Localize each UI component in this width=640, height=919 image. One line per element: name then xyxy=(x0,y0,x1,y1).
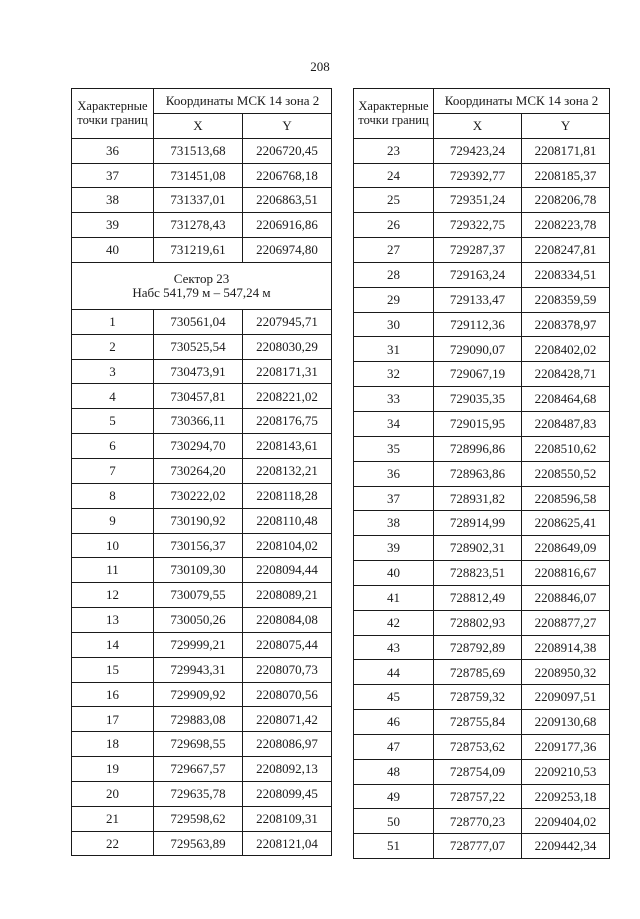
y-coordinate-cell: 2208625,41 xyxy=(522,511,610,536)
x-coordinate-cell: 731451,08 xyxy=(154,163,243,188)
point-number-cell: 33 xyxy=(354,387,434,412)
point-number-cell: 31 xyxy=(354,337,434,362)
point-number-cell: 35 xyxy=(354,436,434,461)
table-row xyxy=(354,213,610,238)
sector-title: Сектор 23 xyxy=(173,271,230,287)
table-row xyxy=(72,334,332,359)
point-number-cell: 36 xyxy=(72,138,154,163)
point-number-cell: 5 xyxy=(72,409,154,434)
x-coordinate-cell: 728996,86 xyxy=(434,436,522,461)
coords-header: Координаты МСК 14 зона 2 xyxy=(434,89,610,114)
x-coordinate-cell: 729351,24 xyxy=(434,188,522,213)
point-number-cell: 11 xyxy=(72,558,154,583)
table-row xyxy=(354,536,610,561)
point-number-cell: 6 xyxy=(72,434,154,459)
point-number-cell: 40 xyxy=(354,561,434,586)
y-coordinate-cell: 2208334,51 xyxy=(522,262,610,287)
table-row xyxy=(354,784,610,809)
table-row xyxy=(354,710,610,735)
y-coordinate-cell: 2206720,45 xyxy=(243,138,332,163)
y-header: Y xyxy=(243,113,332,138)
table-row xyxy=(72,657,332,682)
y-coordinate-cell: 2208118,28 xyxy=(243,483,332,508)
point-number-cell: 3 xyxy=(72,359,154,384)
point-number-cell: 50 xyxy=(354,809,434,834)
point-number-cell: 37 xyxy=(72,163,154,188)
x-coordinate-cell: 729287,37 xyxy=(434,238,522,263)
x-coordinate-cell: 730079,55 xyxy=(154,583,243,608)
table-row xyxy=(72,608,332,633)
y-header: Y xyxy=(522,113,610,138)
y-coordinate-cell: 2208075,44 xyxy=(243,632,332,657)
point-number-cell: 15 xyxy=(72,657,154,682)
y-coordinate-cell: 2208099,45 xyxy=(243,781,332,806)
point-number-cell: 20 xyxy=(72,781,154,806)
x-coordinate-cell: 728802,93 xyxy=(434,610,522,635)
point-number-cell: 1 xyxy=(72,309,154,334)
x-coordinate-cell: 729015,95 xyxy=(434,411,522,436)
x-coordinate-cell: 728759,32 xyxy=(434,685,522,710)
point-number-cell: 21 xyxy=(72,806,154,831)
y-coordinate-cell: 2208510,62 xyxy=(522,436,610,461)
y-coordinate-cell: 2206974,80 xyxy=(243,238,332,263)
y-coordinate-cell: 2208402,02 xyxy=(522,337,610,362)
table-row xyxy=(354,188,610,213)
x-coordinate-cell: 729067,19 xyxy=(434,362,522,387)
y-coordinate-cell: 2208596,58 xyxy=(522,486,610,511)
table-row xyxy=(72,831,332,856)
x-coordinate-cell: 730473,91 xyxy=(154,359,243,384)
point-number-cell: 29 xyxy=(354,287,434,312)
table-row xyxy=(354,287,610,312)
point-number-cell: 17 xyxy=(72,707,154,732)
table-row xyxy=(354,734,610,759)
point-number-cell: 34 xyxy=(354,411,434,436)
table-row xyxy=(72,163,332,188)
x-coordinate-cell: 729090,07 xyxy=(434,337,522,362)
table-row xyxy=(354,809,610,834)
y-coordinate-cell: 2209210,53 xyxy=(522,759,610,784)
x-coordinate-cell: 729635,78 xyxy=(154,781,243,806)
y-coordinate-cell: 2208223,78 xyxy=(522,213,610,238)
y-coordinate-cell: 2208914,38 xyxy=(522,635,610,660)
y-coordinate-cell: 2209442,34 xyxy=(522,834,610,859)
sector-block xyxy=(72,262,332,309)
point-number-cell: 8 xyxy=(72,483,154,508)
point-number-cell: 18 xyxy=(72,732,154,757)
y-coordinate-cell: 2209097,51 xyxy=(522,685,610,710)
table-row xyxy=(72,781,332,806)
x-coordinate-cell: 728770,23 xyxy=(434,809,522,834)
y-coordinate-cell: 2206768,18 xyxy=(243,163,332,188)
y-coordinate-cell: 2208171,81 xyxy=(522,138,610,163)
table-row xyxy=(72,682,332,707)
y-coordinate-cell: 2208464,68 xyxy=(522,387,610,412)
point-number-cell: 22 xyxy=(72,831,154,856)
x-coordinate-cell: 729423,24 xyxy=(434,138,522,163)
x-coordinate-cell: 731337,01 xyxy=(154,188,243,213)
y-coordinate-cell: 2206916,86 xyxy=(243,213,332,238)
x-coordinate-cell: 729392,77 xyxy=(434,163,522,188)
y-coordinate-cell: 2208185,37 xyxy=(522,163,610,188)
x-coordinate-cell: 731219,61 xyxy=(154,238,243,263)
table-row xyxy=(354,362,610,387)
coordinates-table-right xyxy=(353,88,610,859)
point-number-cell: 41 xyxy=(354,585,434,610)
table-row xyxy=(72,533,332,558)
table-row xyxy=(354,436,610,461)
point-number-cell: 4 xyxy=(72,384,154,409)
x-coordinate-cell: 728785,69 xyxy=(434,660,522,685)
table-row xyxy=(354,610,610,635)
y-coordinate-cell: 2208846,07 xyxy=(522,585,610,610)
point-number-cell: 12 xyxy=(72,583,154,608)
point-number-cell: 27 xyxy=(354,238,434,263)
x-coordinate-cell: 729563,89 xyxy=(154,831,243,856)
table-row xyxy=(354,163,610,188)
y-coordinate-cell: 2209404,02 xyxy=(522,809,610,834)
table-body-left-b xyxy=(72,309,332,856)
table-row xyxy=(72,806,332,831)
point-number-cell: 14 xyxy=(72,632,154,657)
x-coordinate-cell: 728754,09 xyxy=(434,759,522,784)
coords-header: Координаты МСК 14 зона 2 xyxy=(154,89,332,114)
point-number-cell: 44 xyxy=(354,660,434,685)
point-number-cell: 47 xyxy=(354,734,434,759)
point-number-cell: 26 xyxy=(354,213,434,238)
x-coordinate-cell: 729943,31 xyxy=(154,657,243,682)
x-header: X xyxy=(434,113,522,138)
x-coordinate-cell: 728755,84 xyxy=(434,710,522,735)
y-coordinate-cell: 2208094,44 xyxy=(243,558,332,583)
y-coordinate-cell: 2208359,59 xyxy=(522,287,610,312)
point-number-cell: 30 xyxy=(354,312,434,337)
y-coordinate-cell: 2208816,67 xyxy=(522,561,610,586)
y-coordinate-cell: 2208084,08 xyxy=(243,608,332,633)
y-coordinate-cell: 2208092,13 xyxy=(243,757,332,782)
point-number-cell: 19 xyxy=(72,757,154,782)
x-coordinate-cell: 730222,02 xyxy=(154,483,243,508)
table-row xyxy=(354,238,610,263)
table-row xyxy=(72,213,332,238)
x-coordinate-cell: 729322,75 xyxy=(434,213,522,238)
point-number-cell: 45 xyxy=(354,685,434,710)
x-coordinate-cell: 730050,26 xyxy=(154,608,243,633)
sector-subtitle: Набс 541,79 м – 547,24 м xyxy=(132,284,271,300)
x-coordinate-cell: 730366,11 xyxy=(154,409,243,434)
x-coordinate-cell: 730190,92 xyxy=(154,508,243,533)
x-coordinate-cell: 730525,54 xyxy=(154,334,243,359)
point-number-cell: 42 xyxy=(354,610,434,635)
point-number-cell: 10 xyxy=(72,533,154,558)
point-number-cell: 46 xyxy=(354,710,434,735)
x-coordinate-cell: 729598,62 xyxy=(154,806,243,831)
y-coordinate-cell: 2209130,68 xyxy=(522,710,610,735)
table-row xyxy=(354,660,610,685)
table-row xyxy=(354,685,610,710)
table-row xyxy=(354,262,610,287)
point-number-cell: 16 xyxy=(72,682,154,707)
y-coordinate-cell: 2208206,78 xyxy=(522,188,610,213)
table-row xyxy=(72,359,332,384)
y-coordinate-cell: 2208110,48 xyxy=(243,508,332,533)
x-coordinate-cell: 728914,99 xyxy=(434,511,522,536)
point-number-cell: 9 xyxy=(72,508,154,533)
x-coordinate-cell: 730156,37 xyxy=(154,533,243,558)
y-coordinate-cell: 2208176,75 xyxy=(243,409,332,434)
table-row xyxy=(72,384,332,409)
x-coordinate-cell: 731513,68 xyxy=(154,138,243,163)
point-number-cell: 36 xyxy=(354,461,434,486)
y-coordinate-cell: 2208071,42 xyxy=(243,707,332,732)
x-coordinate-cell: 728902,31 xyxy=(434,536,522,561)
x-coordinate-cell: 729999,21 xyxy=(154,632,243,657)
table-row xyxy=(72,238,332,263)
y-coordinate-cell: 2208877,27 xyxy=(522,610,610,635)
table-row xyxy=(354,511,610,536)
table-row xyxy=(72,732,332,757)
y-coordinate-cell: 2208121,04 xyxy=(243,831,332,856)
x-coordinate-cell: 729667,57 xyxy=(154,757,243,782)
y-coordinate-cell: 2206863,51 xyxy=(243,188,332,213)
points-header: Характерные точки границ xyxy=(354,89,434,139)
table-row xyxy=(354,387,610,412)
point-number-cell: 43 xyxy=(354,635,434,660)
point-number-cell: 13 xyxy=(72,608,154,633)
point-number-cell: 38 xyxy=(354,511,434,536)
y-coordinate-cell: 2209253,18 xyxy=(522,784,610,809)
point-number-cell: 51 xyxy=(354,834,434,859)
x-coordinate-cell: 729133,47 xyxy=(434,287,522,312)
y-coordinate-cell: 2208143,61 xyxy=(243,434,332,459)
table-row xyxy=(354,585,610,610)
x-coordinate-cell: 731278,43 xyxy=(154,213,243,238)
sector-row xyxy=(72,262,332,309)
y-coordinate-cell: 2208104,02 xyxy=(243,533,332,558)
point-number-cell: 39 xyxy=(72,213,154,238)
table-row xyxy=(354,834,610,859)
x-coordinate-cell: 730294,70 xyxy=(154,434,243,459)
point-number-cell: 28 xyxy=(354,262,434,287)
coordinates-table-left xyxy=(71,88,332,856)
point-number-cell: 25 xyxy=(354,188,434,213)
y-coordinate-cell: 2208487,83 xyxy=(522,411,610,436)
y-coordinate-cell: 2208247,81 xyxy=(522,238,610,263)
table-row xyxy=(72,458,332,483)
y-coordinate-cell: 2208070,56 xyxy=(243,682,332,707)
table-row xyxy=(72,583,332,608)
table-row xyxy=(354,561,610,586)
x-coordinate-cell: 729698,55 xyxy=(154,732,243,757)
y-coordinate-cell: 2208086,97 xyxy=(243,732,332,757)
table-row xyxy=(72,409,332,434)
x-coordinate-cell: 730109,30 xyxy=(154,558,243,583)
y-coordinate-cell: 2208221,02 xyxy=(243,384,332,409)
x-coordinate-cell: 729883,08 xyxy=(154,707,243,732)
x-coordinate-cell: 729163,24 xyxy=(434,262,522,287)
table-row xyxy=(354,138,610,163)
x-coordinate-cell: 728753,62 xyxy=(434,734,522,759)
table-row xyxy=(354,635,610,660)
x-coordinate-cell: 728777,07 xyxy=(434,834,522,859)
points-header: Характерные точки границ xyxy=(72,89,154,139)
x-coordinate-cell: 728963,86 xyxy=(434,461,522,486)
y-coordinate-cell: 2208109,31 xyxy=(243,806,332,831)
table-row xyxy=(354,759,610,784)
table-row xyxy=(72,558,332,583)
page-number: 208 xyxy=(310,59,330,74)
point-number-cell: 48 xyxy=(354,759,434,784)
y-coordinate-cell: 2209177,36 xyxy=(522,734,610,759)
table-row xyxy=(72,707,332,732)
y-coordinate-cell: 2208030,29 xyxy=(243,334,332,359)
x-coordinate-cell: 730457,81 xyxy=(154,384,243,409)
point-number-cell: 38 xyxy=(72,188,154,213)
sector-cell xyxy=(72,262,332,309)
x-coordinate-cell: 728792,89 xyxy=(434,635,522,660)
x-coordinate-cell: 728757,22 xyxy=(434,784,522,809)
point-number-cell: 24 xyxy=(354,163,434,188)
x-coordinate-cell: 729909,92 xyxy=(154,682,243,707)
x-coordinate-cell: 728812,49 xyxy=(434,585,522,610)
y-coordinate-cell: 2208950,32 xyxy=(522,660,610,685)
x-coordinate-cell: 728823,51 xyxy=(434,561,522,586)
table-row xyxy=(72,138,332,163)
table-row xyxy=(72,757,332,782)
table-row xyxy=(72,434,332,459)
y-coordinate-cell: 2208089,21 xyxy=(243,583,332,608)
y-coordinate-cell: 2208171,31 xyxy=(243,359,332,384)
table-row xyxy=(72,508,332,533)
x-coordinate-cell: 730561,04 xyxy=(154,309,243,334)
point-number-cell: 40 xyxy=(72,238,154,263)
x-header: X xyxy=(154,113,243,138)
table-row xyxy=(72,188,332,213)
y-coordinate-cell: 2208070,73 xyxy=(243,657,332,682)
table-body-right xyxy=(354,138,610,858)
point-number-cell: 49 xyxy=(354,784,434,809)
y-coordinate-cell: 2208550,52 xyxy=(522,461,610,486)
table-row xyxy=(354,337,610,362)
point-number-cell: 7 xyxy=(72,458,154,483)
point-number-cell: 23 xyxy=(354,138,434,163)
table-row xyxy=(72,632,332,657)
point-number-cell: 32 xyxy=(354,362,434,387)
y-coordinate-cell: 2208428,71 xyxy=(522,362,610,387)
table-row xyxy=(354,411,610,436)
x-coordinate-cell: 730264,20 xyxy=(154,458,243,483)
table-row xyxy=(72,483,332,508)
y-coordinate-cell: 2208649,09 xyxy=(522,536,610,561)
point-number-cell: 39 xyxy=(354,536,434,561)
x-coordinate-cell: 729112,36 xyxy=(434,312,522,337)
point-number-cell: 37 xyxy=(354,486,434,511)
y-coordinate-cell: 2207945,71 xyxy=(243,309,332,334)
x-coordinate-cell: 728931,82 xyxy=(434,486,522,511)
table-row xyxy=(354,312,610,337)
table-body-left-a xyxy=(72,138,332,262)
table-row xyxy=(354,486,610,511)
x-coordinate-cell: 729035,35 xyxy=(434,387,522,412)
table-row xyxy=(72,309,332,334)
y-coordinate-cell: 2208132,21 xyxy=(243,458,332,483)
y-coordinate-cell: 2208378,97 xyxy=(522,312,610,337)
table-row xyxy=(354,461,610,486)
point-number-cell: 2 xyxy=(72,334,154,359)
